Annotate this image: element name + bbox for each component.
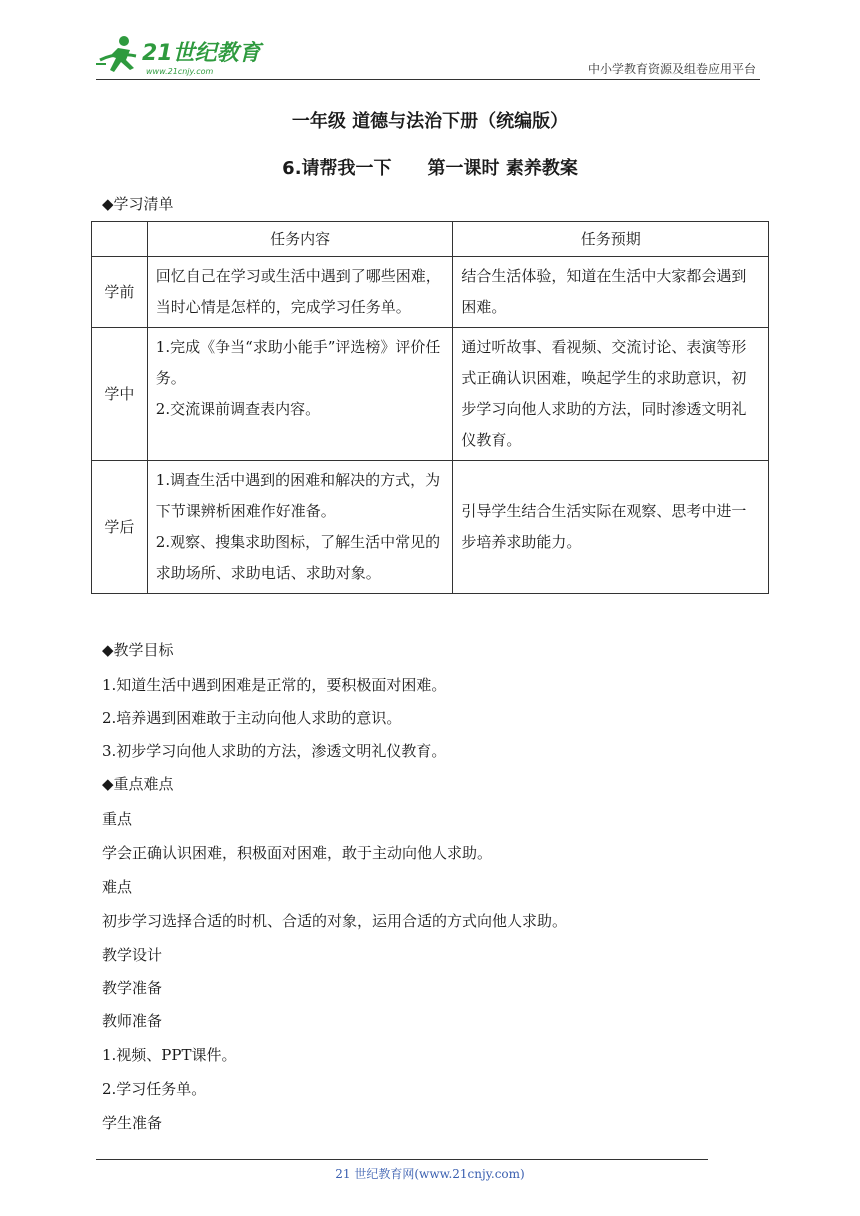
- learning-list-table: [91, 221, 769, 594]
- subheading-key-point: 重点: [102, 810, 133, 828]
- table-row: [92, 257, 769, 328]
- prep-item: 1.视频、PPT课件。: [102, 1046, 237, 1064]
- expectation-cell: 通过听故事、看视频、交流讨论、表演等形式正确认识困难，唤起学生的求助意识，初步学习向他人求助的方法，同时渗透文明礼仪教育。: [453, 328, 769, 461]
- content-cell: [147, 461, 453, 594]
- subheading-teacher-prep: 教师准备: [102, 1012, 163, 1030]
- content-cell: [147, 328, 453, 461]
- runner-logo-icon: [96, 30, 266, 80]
- logo-url: www.21cnjy.com: [146, 67, 214, 76]
- expectation-cell: 引导学生结合生活实际在观察、思考中进一步培养求助能力。: [453, 461, 769, 594]
- content-item: 1.调查生活中遇到的困难和解决的方式，为下节课辨析困难作好准备。: [155, 471, 441, 520]
- goal-line: 3.初步学习向他人求助的方法，渗透文明礼仪教育。: [102, 742, 447, 760]
- footer-text: 21 世纪教育网(www.21cnjy.com): [335, 1167, 525, 1181]
- logo-text: 21世纪教育: [142, 41, 261, 66]
- prep-item: 2.学习任务单。: [102, 1080, 207, 1098]
- section-heading-teaching-goals: ◆教学目标: [102, 641, 174, 659]
- table-header-cell: [92, 222, 148, 257]
- platform-name: 中小学教育资源及组卷应用平台: [587, 62, 756, 76]
- table-row: [92, 328, 769, 461]
- goal-line: 1.知道生活中遇到困难是正常的，要积极面对困难。: [102, 676, 447, 694]
- stage-cell: 学后: [92, 461, 148, 594]
- goal-line: 2.培养遇到困难敢于主动向他人求助的意识。: [102, 709, 402, 727]
- table-row: [92, 461, 769, 594]
- stage-cell: 学前: [92, 257, 148, 328]
- subheading-teaching-design: 教学设计: [102, 946, 163, 964]
- table-header-cell: 任务预期: [453, 222, 769, 257]
- table-header-cell: 任务内容: [147, 222, 453, 257]
- content-item: 1.完成《争当“求助小能手”评选榜》评价任务。: [155, 338, 441, 387]
- stage-cell: 学中: [92, 328, 148, 461]
- key-point-text: 学会正确认识困难，积极面对困难，敢于主动向他人求助。: [102, 844, 493, 862]
- lesson-title: [0, 154, 860, 180]
- section-heading-key-points: ◆重点难点: [102, 775, 174, 793]
- content-item: 2.交流课前调查表内容。: [155, 400, 321, 418]
- section-heading-learning-list: ◆学习清单: [102, 195, 174, 213]
- document-title: 一年级 道德与法治下册（统编版）: [291, 111, 569, 132]
- header-divider: [96, 79, 760, 80]
- table-header-row: [92, 222, 769, 257]
- footer-divider: [96, 1159, 708, 1160]
- content-item: 回忆自己在学习或生活中遇到了哪些困难，当时心情是怎样的，完成学习任务单。: [155, 267, 441, 316]
- lesson-period: 第一课时 素养教案: [427, 158, 578, 179]
- lesson-name: 6.请帮我一下: [282, 158, 392, 179]
- subheading-difficulty: 难点: [102, 878, 133, 896]
- subheading-teaching-prep: 教学准备: [102, 979, 163, 997]
- difficulty-text: 初步学习选择合适的时机、合适的对象，运用合适的方式向他人求助。: [102, 912, 568, 930]
- content-cell: [147, 257, 453, 328]
- site-logo: [96, 30, 266, 80]
- subheading-student-prep: 学生准备: [102, 1114, 163, 1132]
- expectation-cell: 结合生活体验，知道在生活中大家都会遇到困难。: [453, 257, 769, 328]
- content-item: 2.观察、搜集求助图标，了解生活中常见的求助场所、求助电话、求助对象。: [155, 533, 441, 582]
